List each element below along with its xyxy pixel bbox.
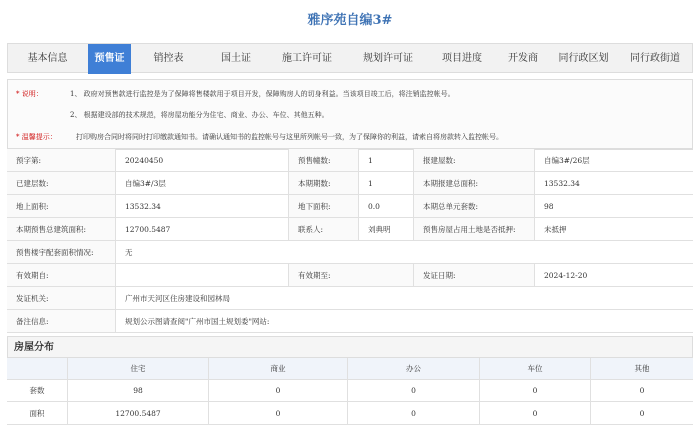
issue-date-label: 发证日期:	[414, 264, 535, 286]
remarks-label: 备注信息:	[7, 310, 116, 332]
total-units-value: 98	[544, 201, 554, 211]
remarks-value: 规划公示图请查阅"广州市国土规划委"网站:	[125, 316, 270, 326]
table-row	[7, 218, 693, 241]
tab-project-progress[interactable]: 项目进度	[442, 53, 482, 64]
table-row	[7, 287, 693, 310]
warning-label: * 温馨提示：	[16, 133, 57, 141]
table-row	[7, 264, 693, 287]
facility-value: 无	[125, 247, 133, 257]
tab-developer[interactable]: 开发商	[508, 53, 538, 64]
table-row	[7, 402, 693, 425]
table-row	[7, 149, 693, 172]
presale-buildings-label: 预售幢数:	[289, 149, 359, 171]
table-row	[7, 310, 693, 333]
tab-construction-permit[interactable]: 施工许可证	[282, 53, 332, 64]
column-header	[7, 358, 68, 379]
warning-text: 打印购房合同时将同时打印缴款通知书。请确认通知书的监控帐号与这里所列帐号一致，为了保障你的利益，请索自将房款转入监控帐号。	[76, 133, 503, 141]
tab-presale-certificate[interactable]: 预售证	[88, 44, 131, 74]
column-header-commercial: 商业	[209, 358, 348, 379]
column-header-other: 其他	[634, 364, 650, 373]
note-line-2: 2、 根据建设部的技术规范，将房屋功能分为住宅、商业、办公、车位、其他五种。	[70, 111, 329, 119]
units-residential: 98	[68, 380, 209, 401]
area-commercial: 0	[209, 402, 348, 424]
reported-floors-value: 自编3#/26层	[544, 155, 590, 165]
contact-label: 联系人:	[289, 218, 359, 240]
presale-no-label: 预字第:	[7, 149, 116, 171]
period-label: 本期期数:	[289, 172, 359, 194]
under-area-label: 地下面积:	[289, 195, 359, 217]
notes-label: * 说明：	[16, 90, 43, 98]
area-other: 0	[639, 408, 645, 418]
units-parking: 0	[480, 380, 591, 401]
row-label-units: 套数	[7, 380, 68, 401]
authority-value: 广州市天河区住房建设和园林局	[125, 293, 230, 303]
presale-area-value: 12700.5487	[116, 218, 289, 240]
built-floors-value: 自编3#/3层	[116, 172, 289, 194]
notes-panel	[7, 79, 693, 150]
valid-from-label: 有效期自:	[7, 264, 116, 286]
period-total-area-label: 本期报建总面积:	[414, 172, 535, 194]
authority-label: 发证机关:	[7, 287, 116, 309]
valid-from-value	[116, 264, 289, 286]
period-value: 1	[359, 172, 414, 194]
table-row	[7, 195, 693, 218]
issue-date-value: 2024-12-20	[544, 270, 588, 280]
mortgage-value: 未抵押	[544, 224, 567, 234]
under-area-value: 0.0	[359, 195, 414, 217]
tab-planning-permit[interactable]: 规划许可证	[363, 53, 413, 64]
tab-bar	[7, 43, 693, 73]
mortgage-label: 预售房屋占用土地是否抵押:	[414, 218, 535, 240]
tab-same-street[interactable]: 同行政街道	[630, 53, 680, 64]
units-commercial: 0	[209, 380, 348, 401]
tab-land-certificate[interactable]: 国土证	[221, 53, 251, 64]
table-row	[7, 241, 693, 264]
area-residential: 12700.5487	[68, 402, 209, 424]
above-area-label: 地上面积:	[7, 195, 116, 217]
tab-same-district[interactable]: 同行政区划	[558, 53, 609, 64]
table-row	[7, 172, 693, 195]
note-line-1: 1、 政府对预售款进行监控是为了保障将售楼款用于项目开发，保障购房人的切身利益。当该项目竣工后，将注销监控帐号。	[70, 90, 455, 98]
tab-sales-control[interactable]: 销控表	[153, 53, 184, 64]
table-header-row	[7, 358, 693, 380]
valid-to-label: 有效期至:	[289, 264, 414, 286]
contact-value: 刘典明	[359, 218, 414, 240]
built-floors-label: 已建层数:	[7, 172, 116, 194]
table-row	[7, 380, 693, 402]
units-office: 0	[348, 380, 480, 401]
area-office: 0	[348, 402, 480, 424]
page-title: 雅序苑自编3#	[307, 13, 393, 28]
column-header-office: 办公	[348, 358, 480, 379]
facility-label: 预售楼宇配套面积情况:	[7, 241, 116, 263]
period-total-area-value: 13532.34	[544, 178, 580, 188]
total-units-label: 本期总单元套数:	[414, 195, 535, 217]
column-header-residential: 住宅	[68, 358, 209, 379]
row-label-area: 面积	[7, 402, 68, 424]
presale-buildings-value: 1	[359, 149, 414, 171]
units-other: 0	[639, 386, 645, 395]
reported-floors-label: 报建屋数:	[414, 149, 535, 171]
tab-basic-info[interactable]: 基本信息	[27, 53, 68, 64]
presale-no-value: 20240450	[116, 149, 289, 171]
column-header-parking: 车位	[480, 358, 591, 379]
presale-area-label: 本期预售总建筑面积:	[7, 218, 116, 240]
area-parking: 0	[480, 402, 591, 424]
above-area-value: 13532.34	[116, 195, 289, 217]
distribution-heading: 房屋分布	[7, 336, 693, 358]
